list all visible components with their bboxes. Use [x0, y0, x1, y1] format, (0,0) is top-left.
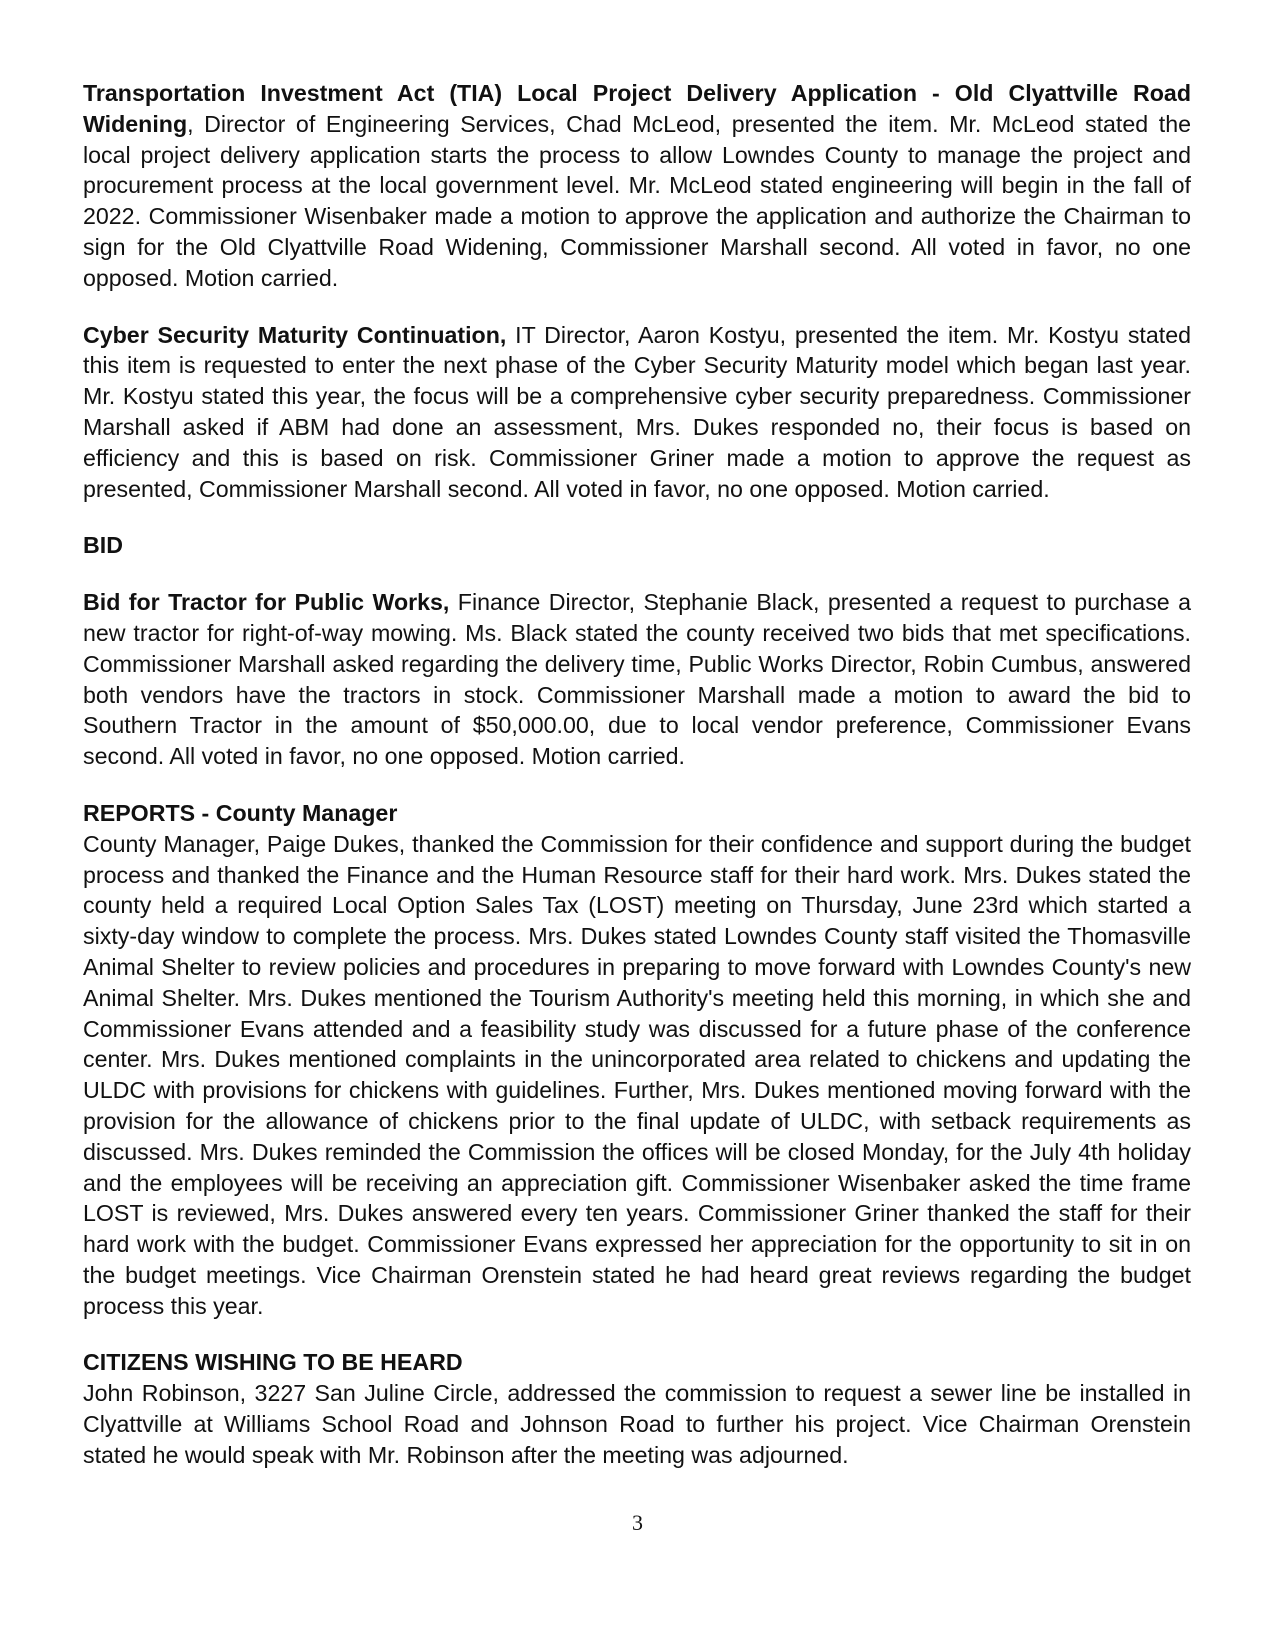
cyber-security-title: Cyber Security Maturity Continuation,: [83, 321, 507, 348]
tractor-bid-paragraph: [83, 587, 1191, 772]
citizens-heading: CITIZENS WISHING TO BE HEARD: [83, 1349, 463, 1376]
tia-body: , Director of Engineering Services, Chad McLeod, presented the item. Mr. McLeod stated the local project delivery application starts the process to allow Lowndes County to manage the project and procurement process at the local government level. Mr. McLeod stated engineering will begin in the fall of 2022. Commissioner Wisenbaker made a motion to approve the application and authorize the Chairman to sign for the Old Clyattville Road Widening, Commissioner Marshall second. All voted in favor, no one opposed. Motion carried.: [83, 110, 1191, 291]
tia-paragraph: [83, 78, 1191, 294]
cyber-security-body: IT Director, Aaron Kostyu, presented the item. Mr. Kostyu stated this item is requested to enter the next phase of the Cyber Security Maturity model which began last year. Mr. Kostyu stated this year, the focus will be a comprehensive cyber security preparedness. Commissioner Marshall asked if ABM had done an assessment, Mrs. Dukes responded no, their focus is based on efficiency and this is based on risk. Commissioner Griner made a motion to approve the request as presented, Commissioner Marshall second. All voted in favor, no one opposed. Motion carried.: [83, 321, 1191, 502]
minutes-page: [83, 78, 1191, 1497]
tractor-bid-body: Finance Director, Stephanie Black, presented a request to purchase a new tractor for right-of-way mowing. Ms. Black stated the county received two bids that met specifications. Commissioner Marshall asked regarding the delivery time, Public Works Director, Robin Cumbus, answered both vendors have the tractors in stock. Commissioner Marshall made a motion to award the bid to Southern Tractor in the amount of $50,000.00, due to local vendor preference, Commissioner Evans second. All voted in favor, no one opposed. Motion carried.: [83, 589, 1192, 770]
reports-body: County Manager, Paige Dukes, thanked the Commission for their confidence and support during the budget process and thanked the Finance and the Human Resource staff for their hard work. Mrs. Dukes stated the county held a required Local Option Sales Tax (LOST) meeting on Thursday, June 23rd which started a sixty-day window to complete the process. Mrs. Dukes stated Lowndes County staff visited the Thomasville Animal Shelter to review policies and procedures in preparing to move forward with Lowndes County's new Animal Shelter. Mrs. Dukes mentioned the Tourism Authority's meeting held this morning, in which she and Commissioner Evans attended and a feasibility study was discussed for a future phase of the conference center. Mrs. Dukes mentioned complaints in the unincorporated area related to chickens and updating the ULDC with provisions for chickens with guidelines. Further, Mrs. Dukes mentioned moving forward with the provision for the allowance of chickens prior to the final update of ULDC, with setback requirements as discussed. Mrs. Dukes reminded the Commission the offices will be closed Monday, for the July 4th holiday and the employees will be receiving an appreciation gift. Commissioner Wisenbaker asked the time frame LOST is reviewed, Mrs. Dukes answered every ten years. Commissioner Griner thanked the staff for their hard work with the budget. Commissioner Evans expressed her appreciation for the opportunity to sit in on the budget meetings. Vice Chairman Orenstein stated he had heard great reviews regarding the budget process this year.: [83, 830, 1191, 1319]
bid-heading: BID: [83, 532, 123, 559]
reports-heading: REPORTS - County Manager: [83, 799, 398, 826]
tia-title: Transportation Investment Act (TIA) Local Project Delivery Application - Old Clyattville Road Widening: [83, 80, 1191, 137]
tractor-bid-title: Bid for Tractor for Public Works,: [83, 589, 450, 616]
page-number: 3: [632, 1510, 643, 1535]
citizens-body: John Robinson, 3227 San Juline Circle, addressed the commission to request a sewer line be installed in Clyattville at Williams School Road and Johnson Road to further his project. Vice Chairman Orenstein stated he would speak with Mr. Robinson after the meeting was adjourned.: [83, 1380, 1191, 1468]
cyber-security-paragraph: [83, 320, 1191, 505]
